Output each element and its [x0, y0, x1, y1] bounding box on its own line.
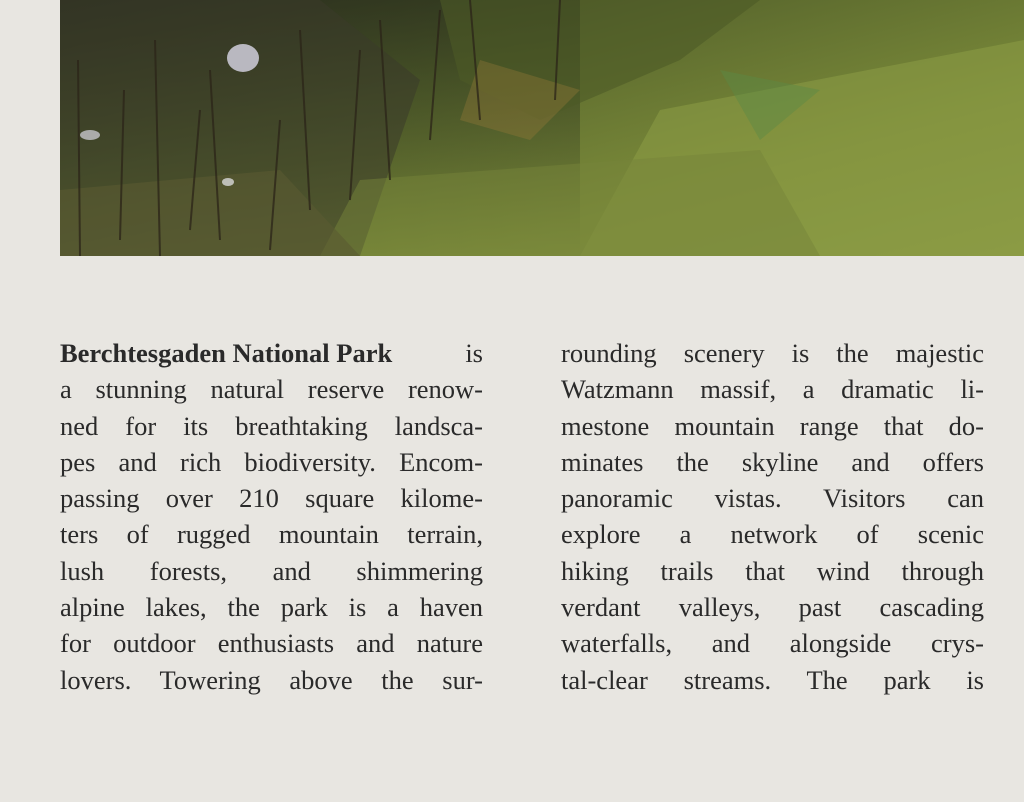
- text-line: rounding scenery is the majestic: [561, 338, 984, 368]
- text-line: alpine lakes, the park is a haven: [60, 592, 483, 623]
- text-line: explore a network of scenic: [561, 519, 984, 550]
- text-line: lovers. Towering above the sur-: [60, 664, 483, 695]
- text-line: minates the skyline and offers: [561, 446, 984, 477]
- text-line: verdant valleys, past cascading: [561, 592, 984, 623]
- text-line: hiking trails that wind through: [561, 555, 984, 586]
- text-line: a stunning natural reserve renow-: [60, 374, 483, 405]
- text-line: ned for its breathtaking landsca-: [60, 410, 483, 441]
- text-line: is: [465, 338, 483, 368]
- text-line: for outdoor enthusiasts and nature: [60, 628, 483, 659]
- text-line: mestone mountain range that do-: [561, 410, 984, 441]
- right-column: [561, 335, 984, 698]
- text-line: ters of rugged mountain terrain,: [60, 519, 483, 550]
- text-line: passing over 210 square kilome-: [60, 483, 483, 514]
- left-column: [60, 335, 483, 698]
- park-name: Berchtesgaden National Park: [60, 338, 393, 368]
- text-line: lush forests, and shimmering: [60, 555, 483, 586]
- text-line: pes and rich biodiversity. Encom-: [60, 446, 483, 477]
- text-line: tal-clear streams. The park is: [561, 664, 984, 695]
- text-line: panoramic vistas. Visitors can: [561, 483, 984, 514]
- hero-photo: [60, 0, 1024, 256]
- text-line: waterfalls, and alongside crys-: [561, 628, 984, 659]
- first-line: [60, 335, 483, 371]
- text-line: Watzmann massif, a dramatic li-: [561, 374, 984, 405]
- meadow-image: [60, 0, 1024, 256]
